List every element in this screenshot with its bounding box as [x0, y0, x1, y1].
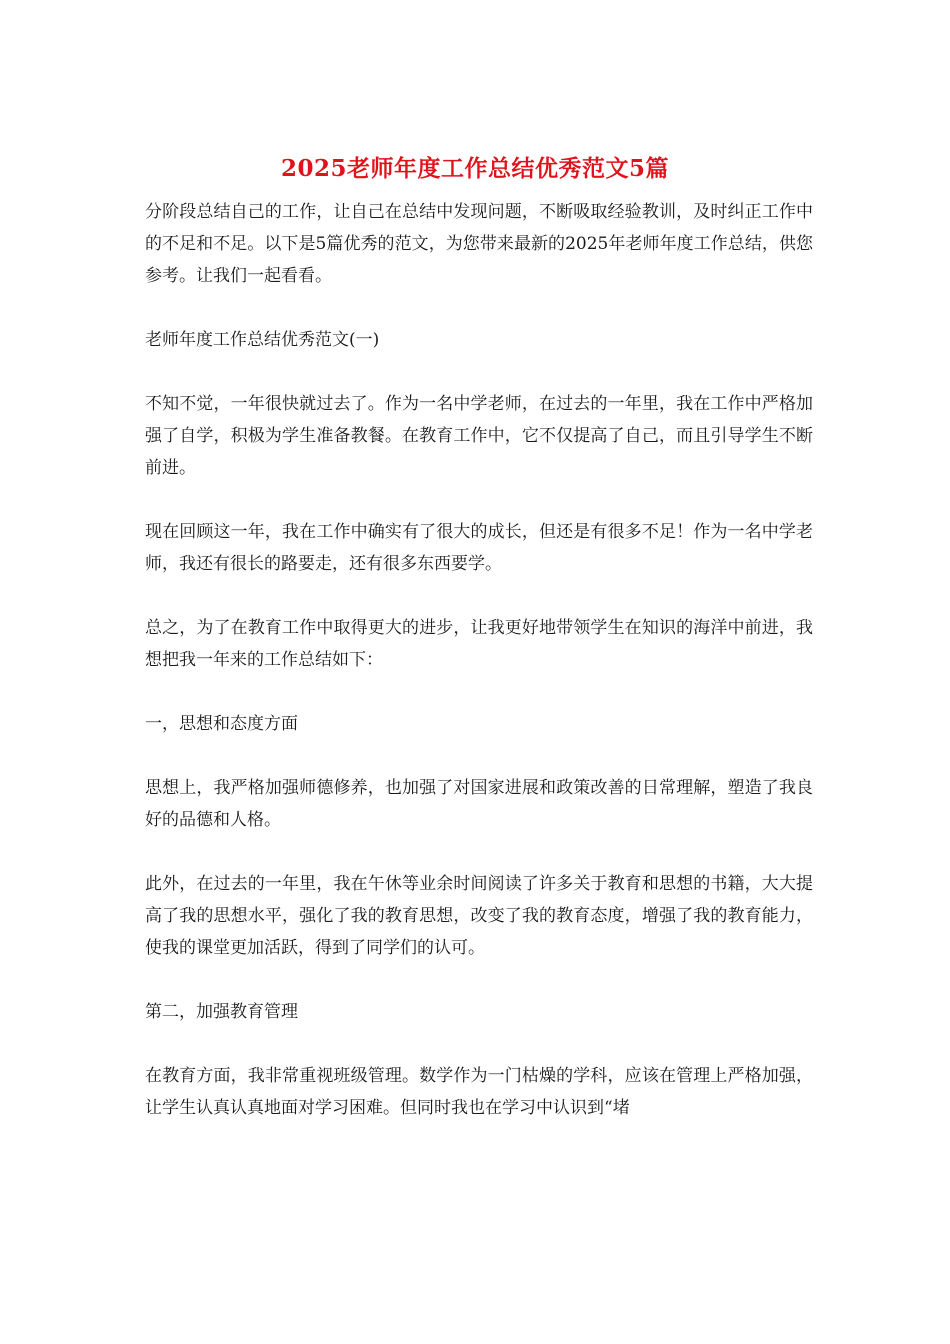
subheading-thought-attitude: 一，思想和态度方面: [145, 714, 298, 734]
body-paragraph: 总之，为了在教育工作中取得更大的进步，让我更好地带领学生在知识的海洋中前进，我想把我一年来的工作总结如下：: [145, 618, 813, 670]
section-heading-sample-1: 老师年度工作总结优秀范文(一): [145, 330, 380, 350]
body-paragraph: 不知不觉，一年很快就过去了。作为一名中学老师，在过去的一年里，我在工作中严格加强了自学，积极为学生准备教餐。在教育工作中，它不仅提高了自己，而且引导学生不断前进。: [145, 394, 813, 478]
subheading-education-management: 第二，加强教育管理: [145, 1002, 298, 1022]
body-paragraph: 在教育方面，我非常重视班级管理。数学作为一门枯燥的学科，应该在管理上严格加强，让学生认真认真地面对学习困难。但同时我也在学习中认识到“堵: [145, 1066, 813, 1118]
body-paragraph: 现在回顾这一年，我在工作中确实有了很大的成长，但还是有很多不足！作为一名中学老师，我还有很长的路要走，还有很多东西要学。: [145, 522, 813, 574]
intro-paragraph: 分阶段总结自己的工作，让自己在总结中发现问题，不断吸取经验教训，及时纠正工作中的不足和不足。以下是5篇优秀的范文，为您带来最新的2025年老师年度工作总结，供您参考。让我们一起看看。: [145, 202, 813, 286]
document-title: 2025老师年度工作总结优秀范文5篇: [280, 155, 670, 182]
document-body: [145, 196, 813, 1124]
body-paragraph: 此外，在过去的一年里，我在午休等业余时间阅读了许多关于教育和思想的书籍，大大提高了我的思想水平，强化了我的教育思想，改变了我的教育态度，增强了我的教育能力，使我的课堂更加活跃，得到了同学们的认可。: [145, 874, 813, 958]
body-paragraph: 思想上，我严格加强师德修养，也加强了对国家进展和政策改善的日常理解，塑造了我良好的品德和人格。: [145, 778, 813, 830]
